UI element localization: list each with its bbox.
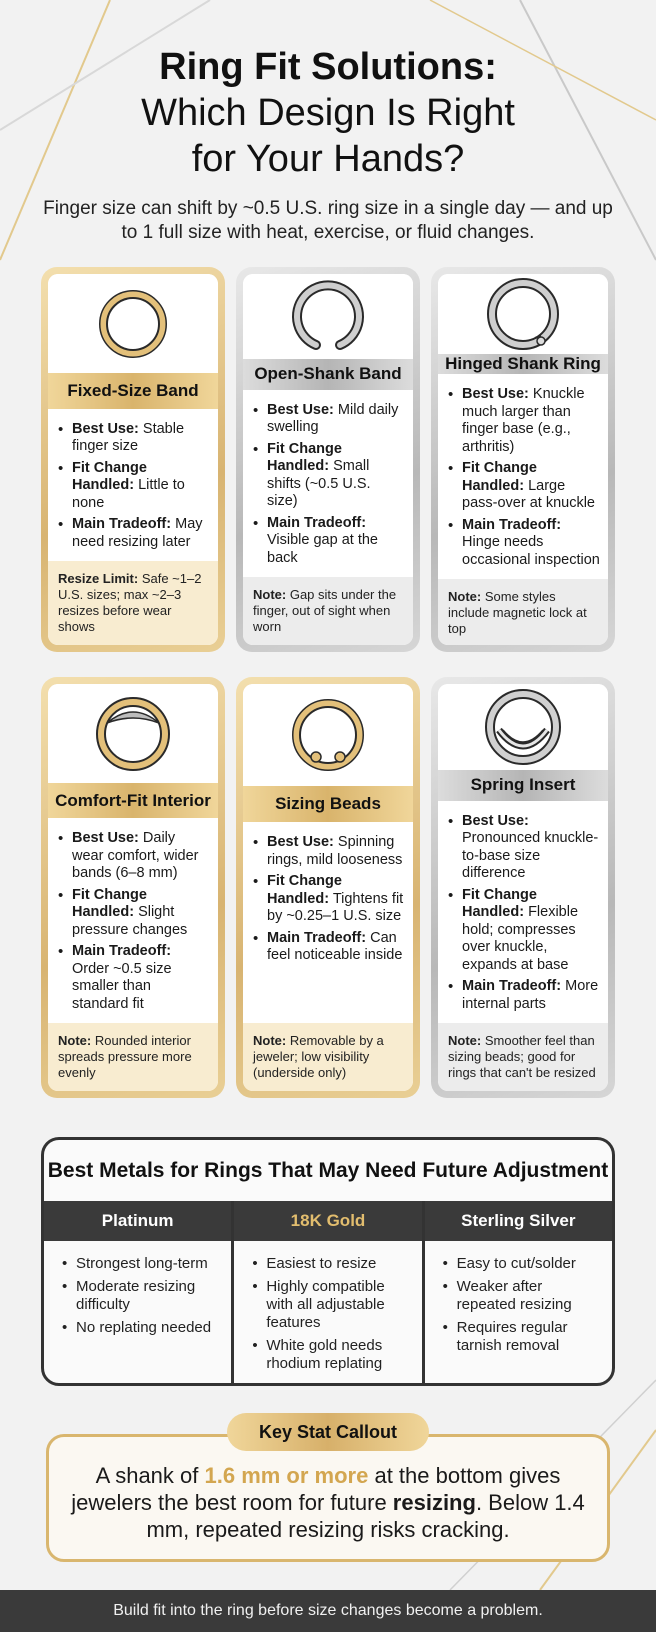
fit-change-item: • Fit Change Handled: Large pass-over at knuckle — [448, 460, 600, 513]
card-details — [243, 390, 413, 578]
spring-insert-silver-ring-icon — [438, 684, 608, 770]
best-use-item: • Best Use: Mild daily swelling — [253, 402, 405, 437]
metal-list — [234, 1241, 421, 1378]
fit-change-item: • Fit Change Handled: Little to none — [58, 460, 210, 513]
tradeoff-item: • Main Tradeoff: Can feel noticeable inside — [253, 930, 405, 965]
list-item: • Weaker after repeated resizing — [443, 1278, 602, 1314]
list-item: • Requires regular tarnish removal — [443, 1319, 602, 1355]
card-details — [438, 374, 608, 579]
card-title: Open-Shank Band — [243, 359, 413, 389]
open-silver-band-icon — [243, 274, 413, 359]
card-title: Hinged Shank Ring — [438, 354, 608, 374]
tradeoff-item: • Main Tradeoff: More internal parts — [448, 978, 600, 1013]
card-spring-insert — [431, 677, 615, 1098]
list-item: • White gold needs rhodium replating — [252, 1337, 411, 1373]
list-item: • Highly compatible with all adjustable features — [252, 1278, 411, 1332]
best-use-item: • Best Use: Daily wear comfort, wider bands (6–8 mm) — [58, 830, 210, 883]
list-item: • Moderate resizing difficulty — [62, 1278, 221, 1314]
metals-title: Best Metals for Rings That May Need Future Adjustment — [47, 1158, 609, 1182]
metals-grid — [44, 1201, 612, 1383]
list-item: • Easy to cut/solder — [443, 1255, 602, 1273]
metal-header: Sterling Silver — [425, 1201, 612, 1241]
key-stat-label: Key Stat Callout — [227, 1413, 429, 1451]
card-title: Sizing Beads — [243, 786, 413, 822]
card-note: Note: Some styles include magnetic lock at top — [438, 579, 608, 645]
card-open-shank-band — [236, 267, 420, 652]
hinged-silver-ring-icon — [438, 274, 608, 354]
sizing-beads-gold-ring-icon — [243, 684, 413, 786]
metal-header: Platinum — [44, 1201, 231, 1241]
title-line-1: Ring Fit Solutions: — [159, 46, 497, 88]
list-item: • Easiest to resize — [252, 1255, 411, 1273]
comfort-fit-gold-band-icon — [48, 684, 218, 783]
card-hinged-shank-ring — [431, 267, 615, 652]
card-details — [438, 801, 608, 1024]
metal-column-platinum — [44, 1201, 231, 1383]
tradeoff-item: • Main Tradeoff: Visible gap at the back — [253, 515, 405, 568]
footer-banner: Build fit into the ring before size changes become a problem. — [0, 1590, 656, 1632]
best-use-item: • Best Use: Pronounced knuckle-to-base size difference — [448, 813, 600, 883]
card-sizing-beads — [236, 677, 420, 1098]
fit-change-item: • Fit Change Handled: Slight pressure changes — [58, 887, 210, 940]
card-title: Spring Insert — [438, 770, 608, 800]
card-details — [243, 822, 413, 1023]
fit-change-item: • Fit Change Handled: Small shifts (~0.5 U.S. size) — [253, 441, 405, 511]
tradeoff-item: • Main Tradeoff: Order ~0.5 size smaller than standard fit — [58, 943, 210, 1013]
fit-change-item: • Fit Change Handled: Flexible hold; compresses over knuckle, expands at base — [448, 887, 600, 975]
key-stat-highlight: 1.6 mm or more — [204, 1463, 369, 1488]
key-stat-text: A shank of 1.6 mm or more at the bottom gives jewelers the best room for future resizing. Below 1.4 mm, repeated resizing risks cracking. — [71, 1463, 585, 1542]
page-title — [0, 44, 656, 182]
card-note: Note: Gap sits under the finger, out of sight when worn — [243, 577, 413, 645]
tradeoff-item: • Main Tradeoff: May need resizing later — [58, 516, 210, 551]
card-note: Note: Smoother feel than sizing beads; good for rings that can't be resized — [438, 1023, 608, 1091]
page-subtitle: Finger size can shift by ~0.5 U.S. ring size in a single day — and up to 1 full size with heat, exercise, or fluid changes. — [43, 198, 613, 243]
card-note: Resize Limit: Safe ~1–2 U.S. sizes; max ~2–3 resizes before wear shows — [48, 561, 218, 645]
card-note: Note: Removable by a jeweler; low visibility (underside only) — [243, 1023, 413, 1091]
card-details — [48, 818, 218, 1023]
metal-header: 18K Gold — [234, 1201, 421, 1241]
list-item: • No replating needed — [62, 1319, 221, 1337]
card-title: Comfort-Fit Interior — [48, 783, 218, 818]
card-fixed-size-band — [41, 267, 225, 652]
metal-column-18k-gold — [231, 1201, 421, 1383]
metal-list — [425, 1241, 612, 1360]
card-note: Note: Rounded interior spreads pressure more evenly — [48, 1023, 218, 1091]
best-use-item: • Best Use: Stable finger size — [58, 421, 210, 456]
best-use-item: • Best Use: Knuckle much larger than finger base (e.g., arthritis) — [448, 386, 600, 456]
metal-list — [44, 1241, 231, 1342]
metals-table — [41, 1137, 615, 1386]
title-line-3: for Your Hands? — [191, 138, 465, 180]
fit-change-item: • Fit Change Handled: Tightens fit by ~0.25–1 U.S. size — [253, 873, 405, 926]
tradeoff-item: • Main Tradeoff: Hinge needs occasional inspection — [448, 517, 600, 570]
best-use-item: • Best Use: Spinning rings, mild looseness — [253, 834, 405, 869]
list-item: • Strongest long-term — [62, 1255, 221, 1273]
card-title: Fixed-Size Band — [48, 373, 218, 408]
card-comfort-fit-interior — [41, 677, 225, 1098]
title-line-2: Which Design Is Right — [141, 92, 515, 134]
metal-column-sterling-silver — [422, 1201, 612, 1383]
card-details — [48, 409, 218, 562]
plain-gold-band-icon — [48, 274, 218, 373]
